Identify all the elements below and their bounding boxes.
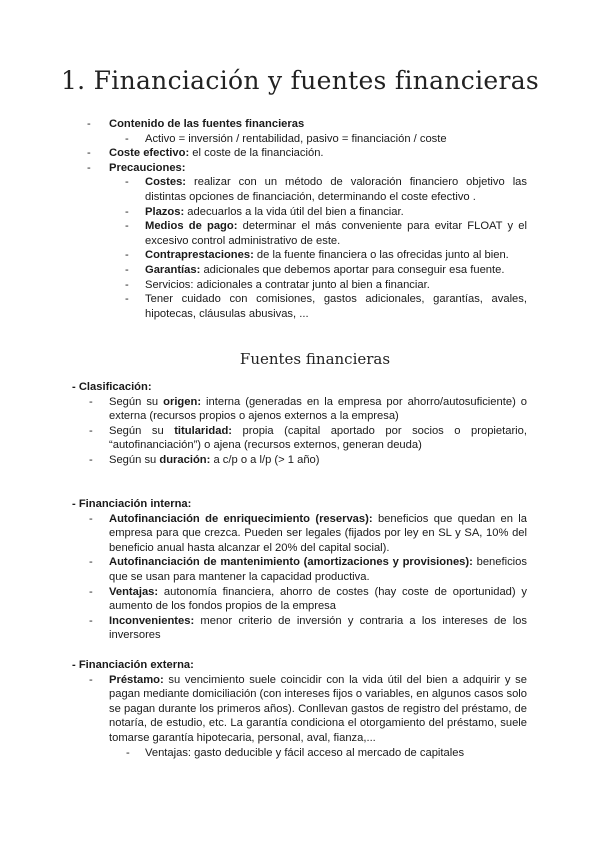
bullet-dash: - bbox=[89, 585, 93, 598]
list-item bbox=[87, 219, 527, 248]
list-item bbox=[87, 161, 527, 176]
list-item bbox=[87, 117, 527, 132]
item-text: interna (generadas en la empresa por ahorro/autosuficiente) o externa (recursos propios o ajenos externos a la empresa) bbox=[109, 395, 528, 423]
clasificacion-section bbox=[72, 380, 527, 468]
bullet-dash: - bbox=[87, 161, 91, 174]
precaucion-label: Medios de pago: bbox=[145, 220, 238, 233]
precaucion-label: Plazos: bbox=[145, 205, 185, 218]
item-text: propia (capital aportado por socios o propietario, “autofinanciación”) o ajena (recursos externos, generan deuda) bbox=[109, 424, 527, 452]
item-label: origen: bbox=[163, 395, 202, 408]
item-prefix: Según su bbox=[109, 453, 160, 466]
bullet-dash: - bbox=[125, 263, 129, 276]
list-item bbox=[87, 175, 527, 204]
ventajas-sub: Ventajas: gasto deducible y fácil acceso al mercado de capitales bbox=[145, 746, 465, 759]
bullet-dash: - bbox=[125, 205, 129, 218]
section-heading: - Clasificación: bbox=[72, 381, 152, 393]
externa-section bbox=[72, 658, 527, 760]
item-text: beneficios que quedan en la empresa para que crezca. Pueden ser legales (fijados por ley en SL y SA, 10% del beneficio anual hasta alcanzar el 20% del capital social). bbox=[109, 512, 528, 554]
item-text: autonomía financiera, ahorro de costes (hay coste de oportunidad) y aumento de los fondos propios de la empresa bbox=[109, 585, 527, 613]
item-label: Autofinanciación de mantenimiento (amortizaciones y provisiones): bbox=[109, 556, 473, 569]
precaucion-label: Contraprestaciones: bbox=[145, 249, 254, 262]
list-item bbox=[87, 278, 527, 293]
bullet-dash: - bbox=[125, 220, 129, 233]
list-item bbox=[72, 746, 527, 761]
precaucion-text: adecuarlos a la vida útil del bien a financiar. bbox=[184, 205, 404, 218]
list-item bbox=[87, 248, 527, 263]
precauciones-list bbox=[87, 175, 527, 321]
fuentes-title: Fuentes financieras bbox=[239, 350, 391, 368]
item-text: beneficios que se usan para mantener la capacidad productiva. bbox=[109, 556, 527, 583]
bullet-dash: - bbox=[125, 132, 129, 145]
contenido-label: Contenido de las fuentes financieras bbox=[109, 118, 305, 130]
list-item bbox=[87, 146, 527, 161]
precaucion-label: Garantías: bbox=[145, 263, 201, 276]
bullet-dash: - bbox=[89, 614, 93, 627]
page-title: 1. Financiación y fuentes financieras bbox=[60, 66, 540, 95]
item-prefix: Según su bbox=[109, 395, 164, 408]
list-item bbox=[72, 512, 527, 556]
contenido-sub: Activo = inversión / rentabilidad, pasivo = financiación / coste bbox=[145, 132, 447, 145]
list-item bbox=[87, 205, 527, 220]
section-heading: - Financiación interna: bbox=[72, 498, 192, 510]
list-item bbox=[72, 424, 527, 453]
bullet-dash: - bbox=[125, 278, 129, 291]
item-text: a c/p o a l/p (> 1 año) bbox=[210, 453, 320, 466]
list-item bbox=[87, 292, 527, 321]
item-label: Autofinanciación de enriquecimiento (reservas): bbox=[109, 512, 373, 525]
item-label: Inconvenientes: bbox=[109, 614, 195, 627]
item-label: Ventajas: bbox=[109, 585, 159, 598]
bullet-dash: - bbox=[89, 395, 93, 408]
list-item bbox=[87, 263, 527, 278]
item-prefix: Según su bbox=[109, 424, 175, 437]
bullet-dash: - bbox=[125, 293, 129, 306]
bullet-dash: - bbox=[89, 424, 93, 437]
prestamo-text: su vencimiento suele coincidir con la vida útil del bien a adquirir y se pagan mediante domiciliación (con intereses fijos o variables, en algunos casos solo se pagan durante los primeros años). Conllevan gastos de registro del préstamo, de notaría, de estudio, etc. La garantía condiciona el otorgamiento del préstamo, suele tomarse garantía hipotecaria, personal, aval, fianza,... bbox=[109, 673, 527, 744]
list-item bbox=[72, 614, 527, 643]
bullet-dash: - bbox=[87, 118, 91, 130]
precaucion-text: realizar con un método de valoración financiero objetivo las distintas opciones de financiación, determinando el coste efectivo . bbox=[145, 176, 527, 203]
coste-label: Coste efectivo: bbox=[109, 147, 190, 160]
bullet-dash: - bbox=[89, 453, 93, 466]
list-item bbox=[72, 453, 527, 468]
precaucion-text: Tener cuidado con comisiones, gastos adicionales, garantías, avales, hipotecas, cláusulas abusivas, ... bbox=[145, 293, 527, 320]
bullet-dash: - bbox=[89, 512, 93, 525]
precaucion-text: Servicios: adicionales a contratar junto al bien a financiar. bbox=[145, 278, 430, 291]
list-item bbox=[72, 673, 527, 746]
intro-section bbox=[87, 117, 527, 321]
coste-text: el coste de la financiación. bbox=[189, 147, 324, 160]
bullet-dash: - bbox=[125, 176, 129, 189]
section-heading: - Financiación externa: bbox=[72, 659, 194, 671]
bullet-dash: - bbox=[87, 147, 91, 160]
precaucion-text: adicionales que debemos aportar para conseguir esa fuente. bbox=[200, 263, 505, 276]
item-text: menor criterio de inversión y contraria a los intereses de los inversores bbox=[109, 614, 527, 642]
precaucion-text: determinar el más conveniente para evitar FLOAT y el excesivo control administrativo de este. bbox=[145, 220, 527, 247]
bullet-dash: - bbox=[89, 673, 93, 686]
bullet-dash: - bbox=[89, 556, 93, 569]
precaucion-label: Costes: bbox=[145, 176, 187, 189]
precaucion-text: de la fuente financiera o las ofrecidas junto al bien. bbox=[253, 249, 509, 262]
list-item bbox=[72, 395, 527, 424]
item-label: duración: bbox=[159, 453, 211, 466]
list-item bbox=[87, 132, 527, 147]
bullet-dash: - bbox=[126, 746, 130, 759]
list-item bbox=[72, 585, 527, 614]
list-item bbox=[72, 555, 527, 584]
bullet-dash: - bbox=[125, 249, 129, 262]
prestamo-label: Préstamo: bbox=[109, 673, 164, 686]
interna-section bbox=[72, 497, 527, 643]
precauciones-label: Precauciones: bbox=[109, 161, 186, 174]
item-label: titularidad: bbox=[174, 424, 233, 437]
